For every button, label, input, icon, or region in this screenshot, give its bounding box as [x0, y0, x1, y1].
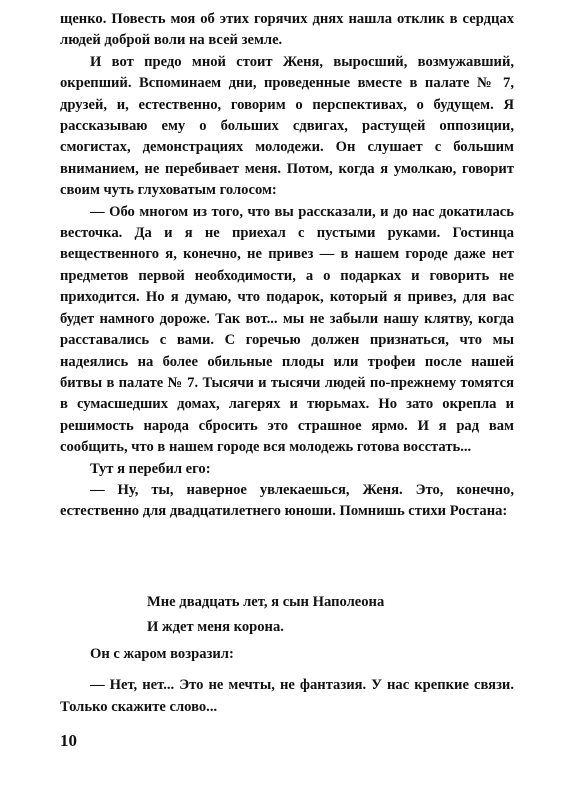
verse-line: И ждет меня корона. [147, 619, 284, 635]
text-section-1 [60, 9, 514, 523]
verse-line: Мне двадцать лет, я сын Наполеона [147, 594, 385, 610]
paragraph-dialogue: — Обо многом из того, что вы рассказали, и до нас докатилась весточка. Да и я не приехал с пустыми руками. Гостинца вещественного я, конечно, не привез — в нашем городе даже нет предметов первой необходимости, а о подарках и говорить не приходится. Но я думаю, что подарок, который я привез, для вас будет намного дороже. Так вот... мы не забыли нашу клятву, когда расставались с вами. С горечью должен признаться, что мы надеялись на более обильные плоды или трофеи после нашей битвы в палате № 7. Тысячи и тысячи людей по-прежнему томятся в сумасшедших домах, лагерях и тюрьмах. Но зато окрепла и решимость народа сбросить это страшное ярмо. И я рад вам сообщить, что в нашем городе вся молодежь готова восстать... [60, 203, 514, 456]
paragraph-continuation: щенко. Повесть моя об этих горячих днях нашла отклик в сердцах людей доброй воли на всей земле. [60, 11, 514, 49]
paragraph: И вот предо мной стоит Женя, выросший, возмужавший, окрепший. Вспоминаем дни, проведенные вместе в палате № 7, друзей, и, естественно, говорим о перспективах, о будущем. Я рассказываю ему о больших сдвигах, растущей оппозиции, смогистах, демонстрациях молодежи. Он слушает с большим вниманием, не перебивает меня. Потом, когда я умолкаю, говорит своим чуть глуховатым голосом: [60, 53, 514, 199]
text-section-2 [60, 644, 514, 718]
verse-quote [147, 590, 384, 640]
paragraph: Он с жаром возразил: [90, 646, 234, 662]
paragraph-dialogue: — Ну, ты, наверное увлекаешься, Женя. Это, конечно, естественно для двадцатилетнего юноши. Помнишь стихи Ростана: [60, 481, 514, 520]
paragraph-dialogue: — Нет, нет... Это не мечты, не фантазия. У нас крепкие связи. Только скажите слово... [60, 677, 514, 715]
paragraph: Тут я перебил его: [90, 460, 211, 477]
page-number: 10 [60, 731, 77, 750]
